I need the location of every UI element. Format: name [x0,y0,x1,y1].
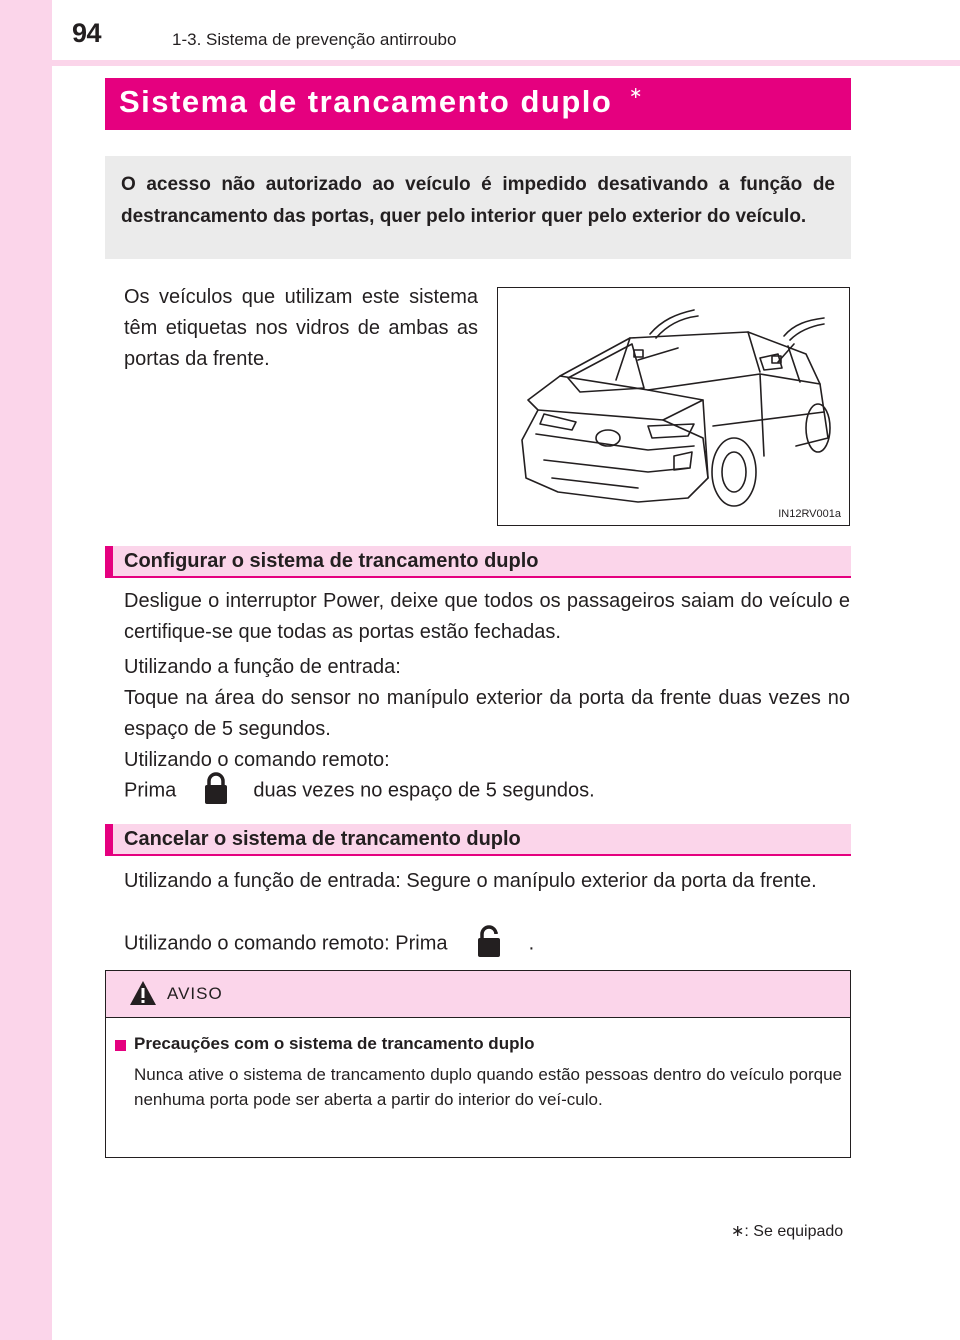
chapter-title: 1-3. Sistema de prevenção antirroubo [172,30,457,49]
configure-line-touch: Toque na área do sensor no manípulo exterior da porta da frente duas vezes no espaço de 5 segundos. [124,687,850,740]
warning-body: Nunca ative o sistema de trancamento duplo quando estão pessoas dentro do veículo porque nenhuma porta pode ser aberta a partir do interior do veí-culo. [134,1065,842,1109]
cancel-before-text: Utilizando o comando remoto: Prima [124,932,448,955]
press-before-text: Prima [124,779,177,802]
configure-line-entry: Utilizando a função de entrada: [124,656,401,678]
car-drawing [498,288,849,525]
section-title: Sistema de trancamento duplo [119,84,613,119]
footnote [731,1221,843,1241]
header-rule [52,60,960,66]
figure-code: IN12RV001a [778,508,841,520]
configure-line-remote: Utilizando o comando remoto: [124,749,390,771]
press-after-text: duas vezes no espaço de 5 segundos. [253,779,595,802]
cancel-heading: Cancelar o sistema de trancamento duplo [124,828,521,850]
section-title-bar [105,78,851,130]
warning-label: AVISO [167,984,223,1003]
title-footnote-mark: ∗ [629,85,643,102]
warning-title: Precauções com o sistema de trancamento duplo [134,1034,535,1053]
warning-box [105,970,851,1158]
cancel-remote-line [124,926,534,962]
intro-text: O acesso não autorizado ao veículo é impedido desativando a função de destrancamento das portas, quer pelo interior quer pelo exterior do veículo. [121,174,835,227]
unlock-icon [469,923,509,959]
configure-heading-bar [105,546,851,578]
heading-accent [105,824,113,854]
cancel-paragraph: Utilizando a função de entrada: Segure o manípulo exterior da porta da frente. [124,870,817,892]
cancel-after-text: . [528,932,535,955]
vehicles-paragraph: Os veículos que utilizam este sistema têm etiquetas nos vidros de ambas as portas da frente. [124,286,478,370]
lock-icon [196,770,236,806]
heading-accent [105,546,113,576]
vehicle-illustration [497,287,850,526]
footnote-text: : Se equipado [744,1223,844,1240]
intro-box [105,156,851,259]
cancel-heading-bar [105,824,851,856]
footnote-mark: ∗ [731,1223,745,1240]
warning-triangle-icon [129,980,157,1006]
configure-press-line [124,773,595,809]
configure-heading: Configurar o sistema de trancamento duplo [124,550,539,572]
bullet-square [115,1040,126,1051]
page-number: 94 [72,18,102,48]
configure-paragraph: Desligue o interruptor Power, deixe que todos os passageiros saiam do veículo e certifique-se que todas as portas estão fechadas. [124,590,850,643]
warning-header [106,971,850,1018]
side-margin-band [0,0,52,1340]
